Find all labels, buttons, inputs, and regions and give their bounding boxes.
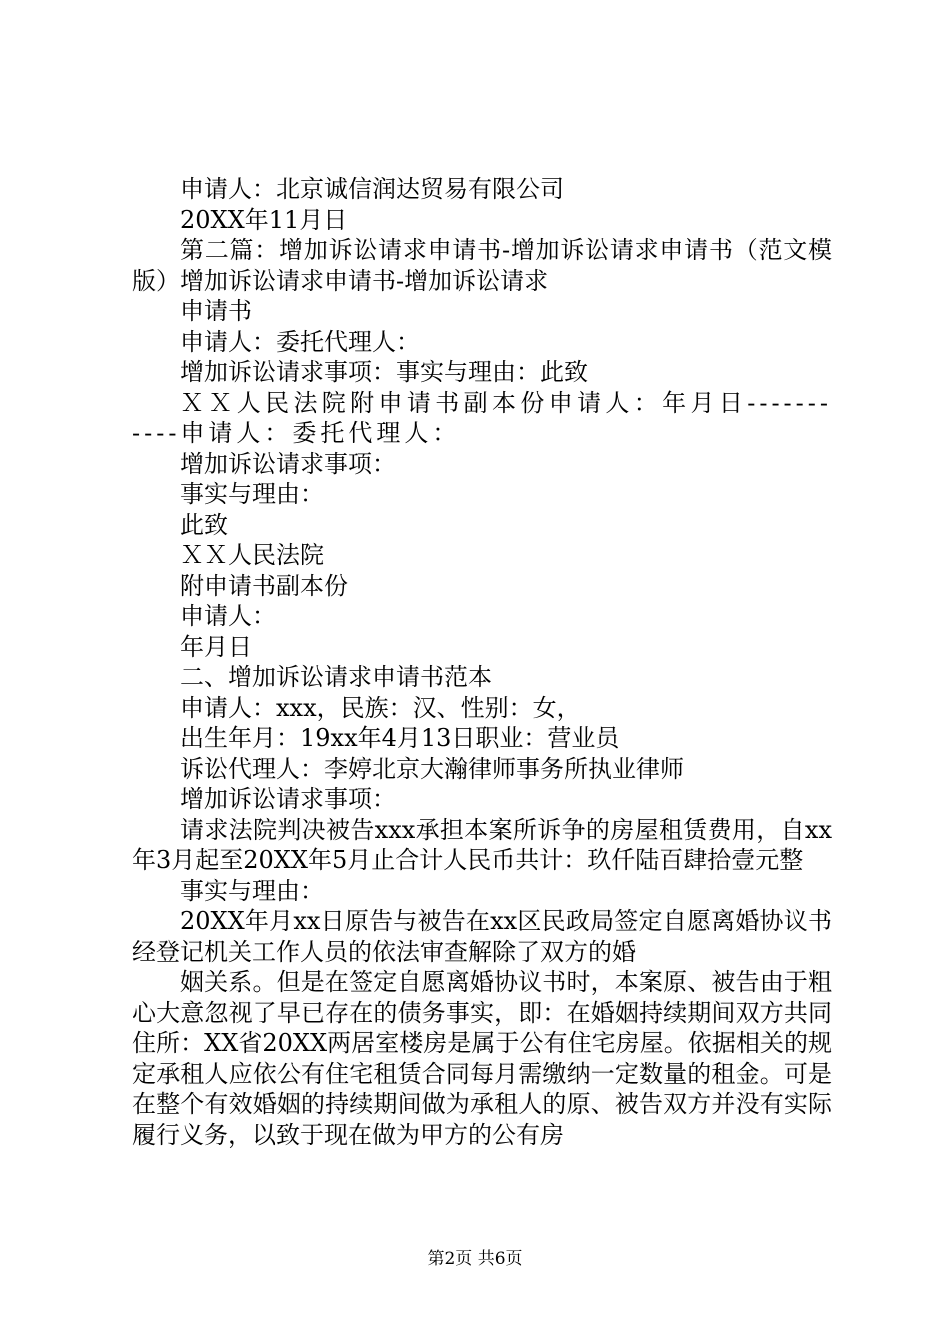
page-footer: 第2页 共6页: [427, 1249, 523, 1269]
text-paragraph: 请求法院判决被告xxx承担本案所诉争的房屋租赁费用，自xx年3月起至20XX年5月止合计人民币共计：玖仟陆百肆拾壹元整: [132, 815, 832, 874]
text-line: 年月日: [180, 632, 252, 661]
text-line: 增加诉讼请求事项：: [180, 449, 396, 478]
text-line: 附申请书副本份: [180, 571, 348, 600]
date-line: 20XX年11月日: [180, 205, 348, 234]
section-heading: 二、增加诉讼请求申请书范本: [180, 663, 492, 691]
text-line: 申请人：: [180, 602, 276, 630]
text-line: 出生年月：19xx年4月13日职业：营业员: [180, 724, 620, 752]
text-line: 申请书: [180, 297, 252, 325]
text-line: 事实与理由：: [180, 480, 324, 508]
text-paragraph: ＸＸ人民法院附申请书副本份申请人：年月日-----------申请人：委托代理人：: [132, 388, 832, 447]
text-line: 增加诉讼请求事项：: [180, 785, 396, 813]
text-line: 此致: [180, 510, 228, 539]
text-line: 诉讼代理人：李婷北京大瀚律师事务所执业律师: [180, 754, 684, 783]
text-paragraph: 20XX年月xx日原告与被告在xx区民政局签定自愿离婚协议书经登记机关工作人员的依法审查解除了双方的婚: [132, 907, 832, 966]
applicant-line: 申请人：北京诚信润达贸易有限公司: [180, 175, 564, 203]
text-line: ＸＸ人民法院: [180, 541, 324, 569]
text-line: 事实与理由：: [180, 876, 324, 905]
text-line: 增加诉讼请求事项：事实与理由：此致: [180, 358, 588, 386]
text-line: 申请人：委托代理人：: [180, 327, 420, 356]
document-body: [132, 174, 832, 1150]
text-paragraph: 姻关系。但是在签定自愿离婚协议书时，本案原、被告由于粗心大意忽视了早已存在的债务事实，即：在婚姻持续期间双方共同住所：XX省20XX两居室楼房是属于公有住宅房屋。依据相关的规定承租人应依公有住宅租赁合同每月需缴纳一定数量的租金。可是在整个有效婚姻的持续期间做为承租人的原、被告双方并没有实际履行义务，以致于现在做为甲方的公有房: [132, 968, 832, 1149]
text-line: 申请人：xxx，民族：汉、性别：女，: [180, 693, 581, 722]
section-title: 第二篇：增加诉讼请求申请书-增加诉讼请求申请书（范文模版）增加诉讼请求申请书-增加诉讼请求: [132, 236, 832, 295]
